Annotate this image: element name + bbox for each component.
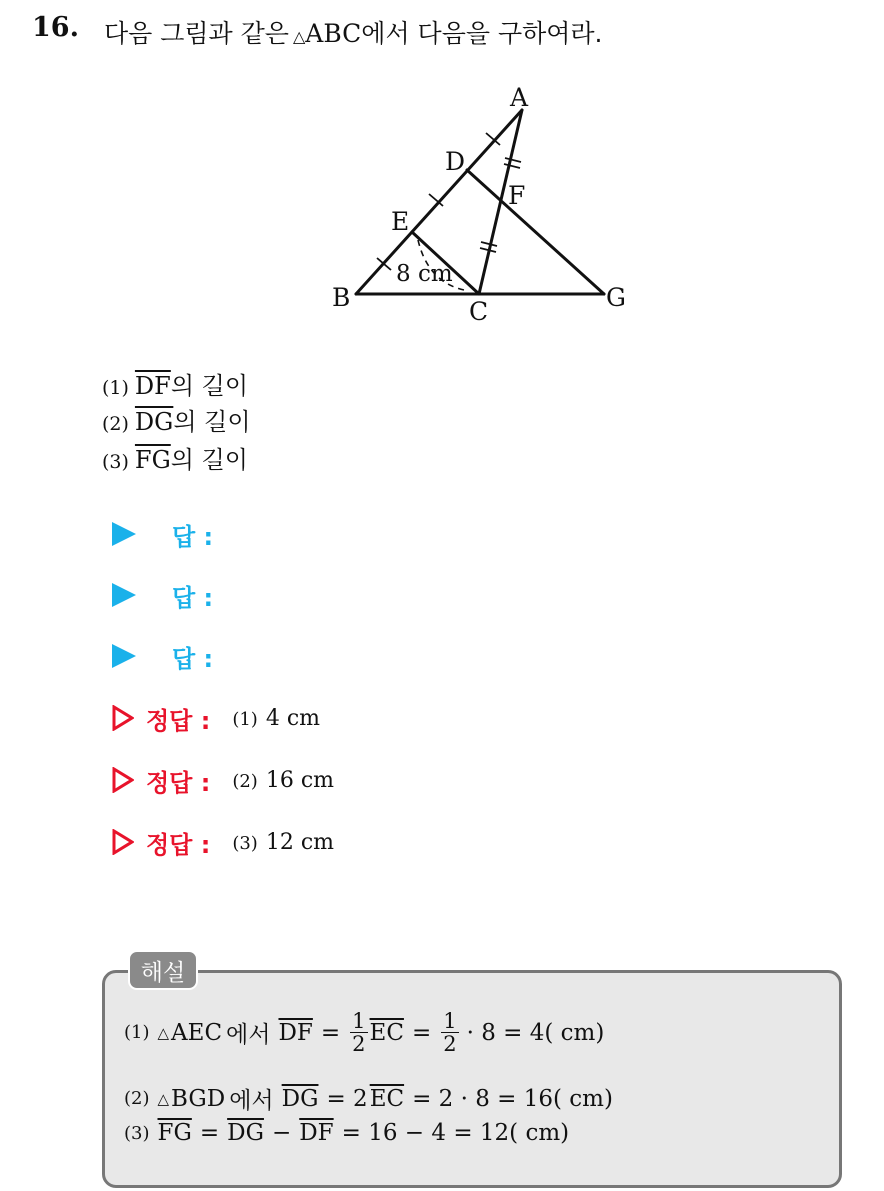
subquestion-2-suffix: 의 길이 — [173, 408, 251, 436]
triangle-symbol: △ — [292, 27, 306, 46]
solution-value-1: (1) 4 cm — [232, 705, 321, 731]
answer-row-2 — [112, 578, 213, 612]
answer-label-3: 답 : — [172, 644, 214, 673]
subquestion-1-suffix: 의 길이 — [170, 372, 249, 400]
subquestion-1-segment: $\overline{DF}$ — [134, 372, 171, 400]
question-text-before: 다음 그림과 같은 — [104, 19, 289, 48]
solution-value-3: (3) 12 cm — [232, 829, 334, 855]
explanation-line-3: (3) $\overline{FG}$ = $\overline{DG}$ − $\overline{DF}$ = 16 − 4 = 12( cm) — [124, 1120, 570, 1146]
explanation-line-1: (1) △ AEC 에서 $\overline{DF}$ = $\frac{1}{2}$ $\overline{EC}$ = $\frac{1}{2}$ · 8 = 4( cm) — [124, 1009, 605, 1057]
solution-label-2: 정답 : — [146, 768, 211, 797]
solution-row-1 — [112, 700, 320, 736]
label-a: A — [510, 83, 529, 112]
solution-row-2 — [112, 762, 334, 798]
outline-triangle-icon — [112, 767, 134, 793]
subquestion-3-number: (3) — [102, 451, 129, 473]
triangle-name: ABC — [305, 19, 362, 48]
tick-af-2 — [504, 164, 520, 168]
subquestion-3-segment: $\overline{FG}$ — [134, 446, 171, 474]
subquestion-3 — [102, 440, 248, 475]
subquestion-1 — [102, 366, 248, 401]
play-triangle-icon — [112, 583, 136, 607]
explanation-line-2: (2) △ BGD 에서 $\overline{DG}$ = 2 $\overline{EC}$ = 2 · 8 = 16( cm) — [124, 1085, 613, 1114]
label-d: D — [445, 147, 466, 176]
explanation-tag: 해설 — [128, 950, 198, 990]
play-triangle-icon — [112, 522, 136, 546]
subquestion-1-number: (1) — [102, 377, 129, 399]
outline-triangle-icon — [112, 829, 134, 855]
fraction-one-half: $\frac{1}{2}$ — [352, 1009, 366, 1057]
answer-row-1 — [112, 517, 213, 551]
solution-label-1: 정답 : — [146, 706, 211, 735]
explanation-box — [102, 970, 842, 1188]
play-triangle-icon — [112, 644, 136, 668]
label-length: 8 cm — [396, 261, 453, 287]
outline-triangle-icon — [112, 705, 134, 731]
solution-value-2: (2) 16 cm — [232, 767, 334, 793]
question-number: 16. — [32, 12, 79, 43]
tick-af-1 — [505, 158, 521, 162]
answer-label-2: 답 : — [172, 583, 214, 612]
segment-dg — [467, 170, 604, 294]
solution-label-3: 정답 : — [146, 830, 211, 859]
label-f: F — [508, 181, 526, 210]
triangle-figure — [0, 0, 884, 340]
subquestion-2-segment: $\overline{DG}$ — [134, 408, 174, 436]
label-b: B — [332, 283, 351, 312]
answer-label-1: 답 : — [172, 522, 214, 551]
label-g: G — [606, 283, 626, 312]
label-c: C — [469, 297, 489, 326]
answer-row-3 — [112, 639, 213, 673]
label-e: E — [391, 207, 410, 236]
question-text-after: 에서 다음을 구하여라. — [361, 19, 603, 48]
subquestion-2-number: (2) — [102, 413, 129, 435]
fraction-one-half-2: $\frac{1}{2}$ — [443, 1009, 457, 1057]
solution-row-3 — [112, 824, 334, 860]
subquestion-3-suffix: 의 길이 — [170, 446, 248, 474]
subquestion-2 — [102, 402, 251, 437]
